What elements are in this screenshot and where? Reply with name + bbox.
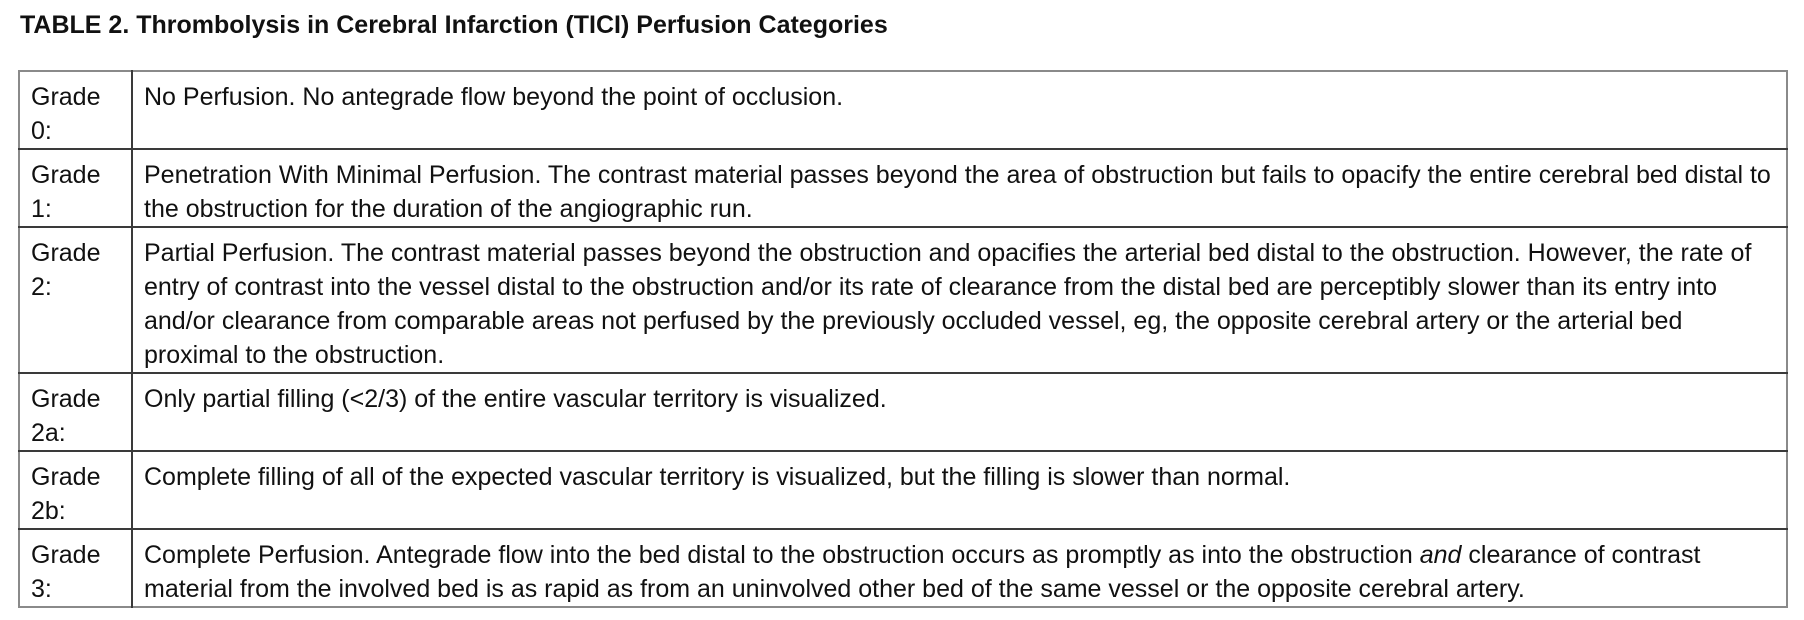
table-title: TABLE 2. Thrombolysis in Cerebral Infarction (TICI) Perfusion Categories	[20, 11, 888, 39]
description-cell: Complete filling of all of the expected vascular territory is visualized, but the filling is slower than normal.	[132, 451, 1787, 529]
description-cell: Only partial filling (<2/3) of the entire vascular territory is visualized.	[132, 373, 1787, 451]
grade-cell: Grade 2a:	[19, 373, 132, 451]
description-text: clearance of contrast material from the involved bed is as rapid as from an uninvolved other bed of the same vessel or the opposite cerebral artery.	[144, 541, 1701, 603]
description-cell: No Perfusion. No antegrade flow beyond the point of occlusion.	[144, 83, 844, 111]
emphasis-text: and	[1419, 541, 1462, 569]
description-cell: Penetration With Minimal Perfusion. The contrast material passes beyond the area of obstruction but fails to opacify the entire cerebral bed distal to the obstruction for the duration of the angiographic run.	[132, 149, 1787, 227]
table-row	[19, 227, 1787, 373]
tici-table	[18, 70, 1788, 608]
table-row	[19, 451, 1787, 529]
grade-cell: Grade 2:	[19, 227, 132, 373]
grade-cell: Grade 0:	[19, 71, 132, 149]
grade-cell: Grade 3:	[19, 529, 132, 607]
grade-cell: Grade 1:	[19, 149, 132, 227]
grade-cell: Grade 2b:	[19, 451, 132, 529]
description-cell	[132, 529, 1787, 607]
table-row	[19, 149, 1787, 227]
description-text: Complete Perfusion. Antegrade flow into the bed distal to the obstruction occurs as promptly as into the obstruction	[144, 541, 1420, 569]
table-row	[19, 71, 1787, 149]
table-row	[19, 529, 1787, 607]
table-row	[19, 373, 1787, 451]
description-cell: Partial Perfusion. The contrast material passes beyond the obstruction and opacifies the arterial bed distal to the obstruction. However, the rate of entry of contrast into the vessel distal to the obstruction and/or its rate of clearance from the distal bed are perceptibly slower than its entry into and/or clearance from comparable areas not perfused by the previously occluded vessel, eg, the opposite cerebral artery or the arterial bed proximal to the obstruction.	[132, 227, 1787, 373]
